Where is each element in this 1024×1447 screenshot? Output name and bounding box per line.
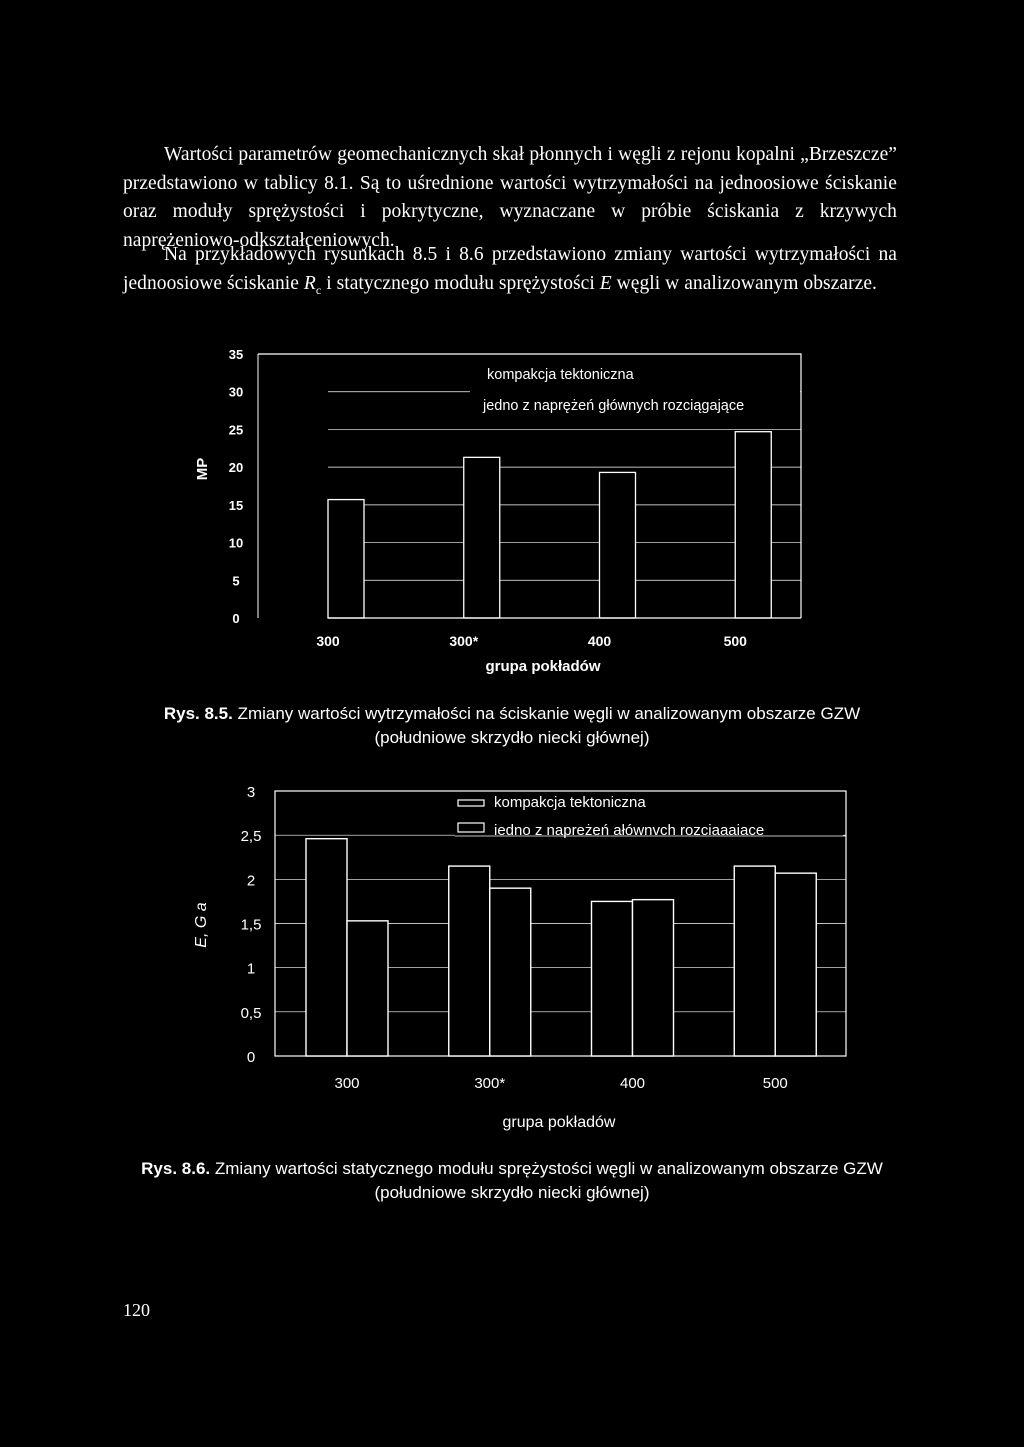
y-tick-label: 1,5 <box>240 916 262 934</box>
y-tick-label: 0 <box>232 611 240 626</box>
y-tick-label: 2 <box>246 872 256 890</box>
figure2-caption-text: Zmiany wartości statycznego modułu sprężystości węgli w analizowanym obszarze GZW <box>210 1159 883 1178</box>
bar <box>347 921 388 1056</box>
x-tick-label: 400 <box>587 633 612 649</box>
x-tick-label: 300 <box>334 1075 360 1092</box>
legend-swatch <box>458 800 484 806</box>
bar <box>490 888 531 1056</box>
y-tick-label: 0,5 <box>240 1004 262 1022</box>
y-tick-label: 0 <box>246 1049 256 1066</box>
y-tick-label: 2,5 <box>240 828 262 846</box>
y-tick-label: 35 <box>228 347 244 362</box>
legend-label: jedno z naprężeń głównych rozciągające <box>483 398 745 414</box>
x-tick-label: 400 <box>619 1075 646 1092</box>
legend-label: kompakcja tektoniczna <box>487 367 634 383</box>
y-axis-title: MP <box>194 457 211 481</box>
figure1-caption-text: Zmiany wartości wytrzymałości na ściskanie węgli w analizowanym obszarze GZW <box>232 704 861 723</box>
symbol-e: E <box>599 272 612 294</box>
paragraph-figures-text-b: i statycznego modułu sprężystości <box>321 272 600 294</box>
x-axis-title: grupa pokładów <box>502 1114 616 1131</box>
bar <box>734 866 775 1056</box>
x-axis-title: grupa pokładów <box>485 658 601 675</box>
figure2-caption <box>0 1156 1024 1181</box>
paragraph-intro: Wartości parametrów geomechanicznych skał płonnych i węgli z rejonu kopalni „Brzeszcze” przedstawiono w tablicy 8.1. Są to uśrednione wartości wytrzymałości na jednoosiowe ściskanie oraz moduły sprężystości i pokrytyczne, wyznaczane w próbie ściskania z krzywych naprężeniowo-odkształceniowych. <box>123 144 897 251</box>
paragraph-figures-text-a: Na przykładowych rysunkach 8.5 i 8.6 przedstawiono zmiany wartości wytrzymałości na jednoosiowe ściskanie <box>123 244 897 294</box>
figure1-caption-number: Rys. 8.5. <box>163 704 233 723</box>
page-number: 120 <box>123 1300 150 1320</box>
figure1-caption-line2: (południowe skrzydło niecki głównej) <box>374 728 650 747</box>
x-tick-label: 500 <box>723 633 747 649</box>
bar <box>775 873 816 1056</box>
y-tick-label: 20 <box>228 460 244 476</box>
y-axis-title: E, G a <box>193 902 210 948</box>
y-tick-label: 25 <box>228 422 244 438</box>
bar <box>449 866 490 1056</box>
legend-label: kompakcja tektoniczna <box>494 794 646 811</box>
symbol-rc-subscript: c <box>315 282 322 297</box>
figure2-caption-line2: (południowe skrzydło niecki głównej) <box>374 1183 650 1202</box>
y-tick-label: 1 <box>246 960 256 978</box>
x-tick-label: 500 <box>762 1075 788 1092</box>
y-tick-label: 5 <box>232 573 240 589</box>
bar <box>306 839 347 1056</box>
legend-swatch <box>458 823 484 832</box>
x-tick-label: 300* <box>474 1075 506 1092</box>
x-tick-label: 300* <box>449 633 479 649</box>
y-tick-label: 3 <box>246 784 256 801</box>
figure2-caption-number: Rys. 8.6. <box>141 1159 211 1178</box>
y-tick-label: 30 <box>228 384 244 400</box>
bar <box>633 900 674 1056</box>
bar <box>592 901 633 1056</box>
paragraph-figures-text-c: węgli w analizowanym obszarze. <box>611 272 877 294</box>
legend-label: iedno z napreżeń ałównvch rozciaaaiace <box>494 822 765 839</box>
y-tick-label: 10 <box>228 535 244 551</box>
y-tick-label: 15 <box>228 497 244 513</box>
x-tick-label: 300 <box>316 633 340 649</box>
symbol-rc: R <box>303 272 316 294</box>
